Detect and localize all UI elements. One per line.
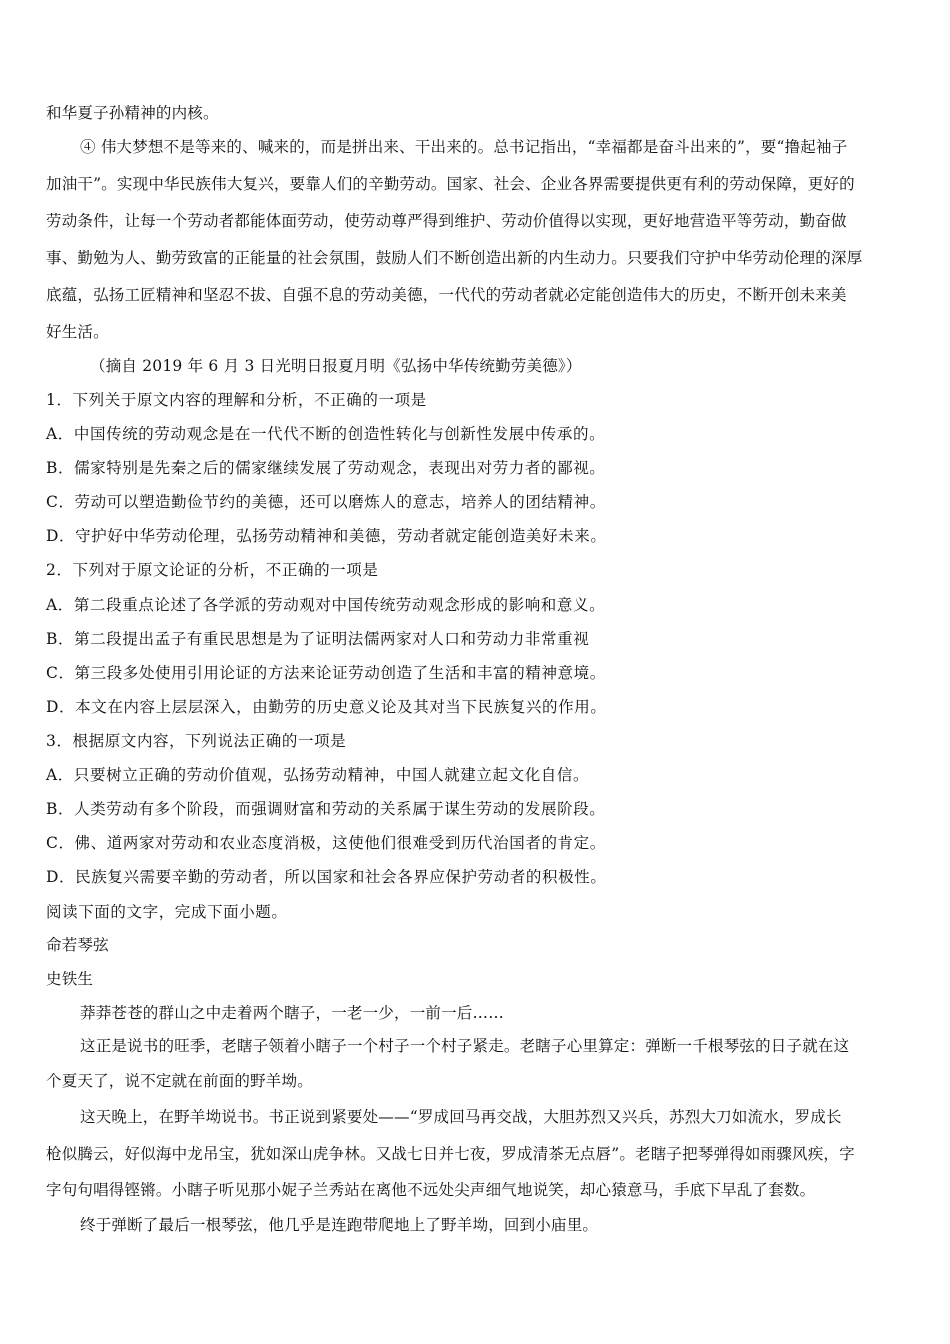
passage-line: 事、勤勉为人、勤劳致富的正能量的社会氛围，鼓励人们不断创造出新的内生动力。只要我们守护中华劳动伦理的深厚	[46, 249, 863, 267]
option-c: C．第三段多处使用引用论证的方法来论证劳动创造了生活和丰富的精神意境。	[46, 664, 606, 682]
passage-line: ④ 伟大梦想不是等来的、喊来的，而是拼出来、干出来的。总书记指出，“幸福都是奋斗出来的”，要“撸起袖子	[80, 138, 848, 156]
reading-instruction: 阅读下面的文字，完成下面小题。	[46, 903, 288, 921]
story-line: 枪似腾云，好似海中龙吊宝，犹如深山虎争林。又战七日并七夜，罗成清茶无点唇”。老瞎子把琴弹得如雨骤风疾，字	[46, 1145, 855, 1163]
story-line: 终于弹断了最后一根琴弦，他几乎是连跑带爬地上了野羊坳，回到小庙里。	[80, 1216, 599, 1234]
story-line: 字句句唱得铿锵。小瞎子听见那小妮子兰秀站在离他不远处尖声细气地说笑，却心猿意马，手底下早乱了套数。	[46, 1181, 816, 1199]
story-author: 史铁生	[46, 970, 94, 988]
passage-line: 劳动条件，让每一个劳动者都能体面劳动，使劳动尊严得到维护、劳动价值得以实现，更好地营造平等劳动，勤奋做	[46, 212, 847, 230]
option-c: C．佛、道两家对劳动和农业态度消极，这使他们很难受到历代治国者的肯定。	[46, 834, 606, 852]
story-line: 这正是说书的旺季，老瞎子领着小瞎子一个村子一个村子紧走。老瞎子心里算定：弹断一千根琴弦的日子就在这	[80, 1037, 850, 1055]
story-line: 个夏天了，说不定就在前面的野羊坳。	[46, 1072, 313, 1090]
option-a: A．第二段重点论述了各学派的劳动观对中国传统劳动观念形成的影响和意义。	[46, 596, 606, 614]
passage-line: 加油干”。实现中华民族伟大复兴，要靠人们的辛勤劳动。国家、社会、企业各界需要提供更有利的劳动保障，更好的	[46, 175, 855, 193]
story-line: 这天晚上，在野羊坳说书。书正说到紧要处——“罗成回马再交战，大胆苏烈又兴兵，苏烈大刀如流水，罗成长	[80, 1108, 842, 1126]
option-c: C．劳动可以塑造勤俭节约的美德，还可以磨炼人的意志，培养人的团结精神。	[46, 493, 606, 511]
story-line: 莽莽苍苍的群山之中走着两个瞎子，一老一少，一前一后……	[80, 1004, 504, 1022]
source-citation: （摘自 2019 年 6 月 3 日光明日报夏月明《弘扬中华传统勤劳美德》）	[90, 357, 582, 375]
option-b: B．人类劳动有多个阶段，而强调财富和劳动的关系属于谋生劳动的发展阶段。	[46, 800, 606, 818]
passage-line: 好生活。	[46, 323, 109, 341]
option-b: B．儒家特别是先秦之后的儒家继续发展了劳动观念，表现出对劳力者的鄙视。	[46, 459, 606, 477]
question-stem: 1．下列关于原文内容的理解和分析，不正确的一项是	[46, 391, 427, 409]
passage-line: 底蕴，弘扬工匠精神和坚忍不拔、自强不息的劳动美德，一代代的劳动者就必定能创造伟大的历史，不断开创未来美	[46, 286, 847, 304]
question-stem: 2．下列对于原文论证的分析，不正确的一项是	[46, 561, 379, 579]
option-a: A．中国传统的劳动观念是在一代代不断的创造性转化与创新性发展中传承的。	[46, 425, 606, 443]
option-a: A．只要树立正确的劳动价值观，弘扬劳动精神，中国人就建立起文化自信。	[46, 766, 590, 784]
question-stem: 3．根据原文内容，下列说法正确的一项是	[46, 732, 347, 750]
option-d: D．民族复兴需要辛勤的劳动者，所以国家和社会各界应保护劳动者的积极性。	[46, 868, 607, 886]
story-title: 命若琴弦	[46, 936, 109, 954]
passage-line: 和华夏子孙精神的内核。	[46, 104, 219, 122]
option-b: B．第二段提出孟子有重民思想是为了证明法儒两家对人口和劳动力非常重视	[46, 630, 590, 648]
option-d: D．守护好中华劳动伦理，弘扬劳动精神和美德，劳动者就定能创造美好未来。	[46, 527, 607, 545]
option-d: D．本文在内容上层层深入，由勤劳的历史意义论及其对当下民族复兴的作用。	[46, 698, 607, 716]
